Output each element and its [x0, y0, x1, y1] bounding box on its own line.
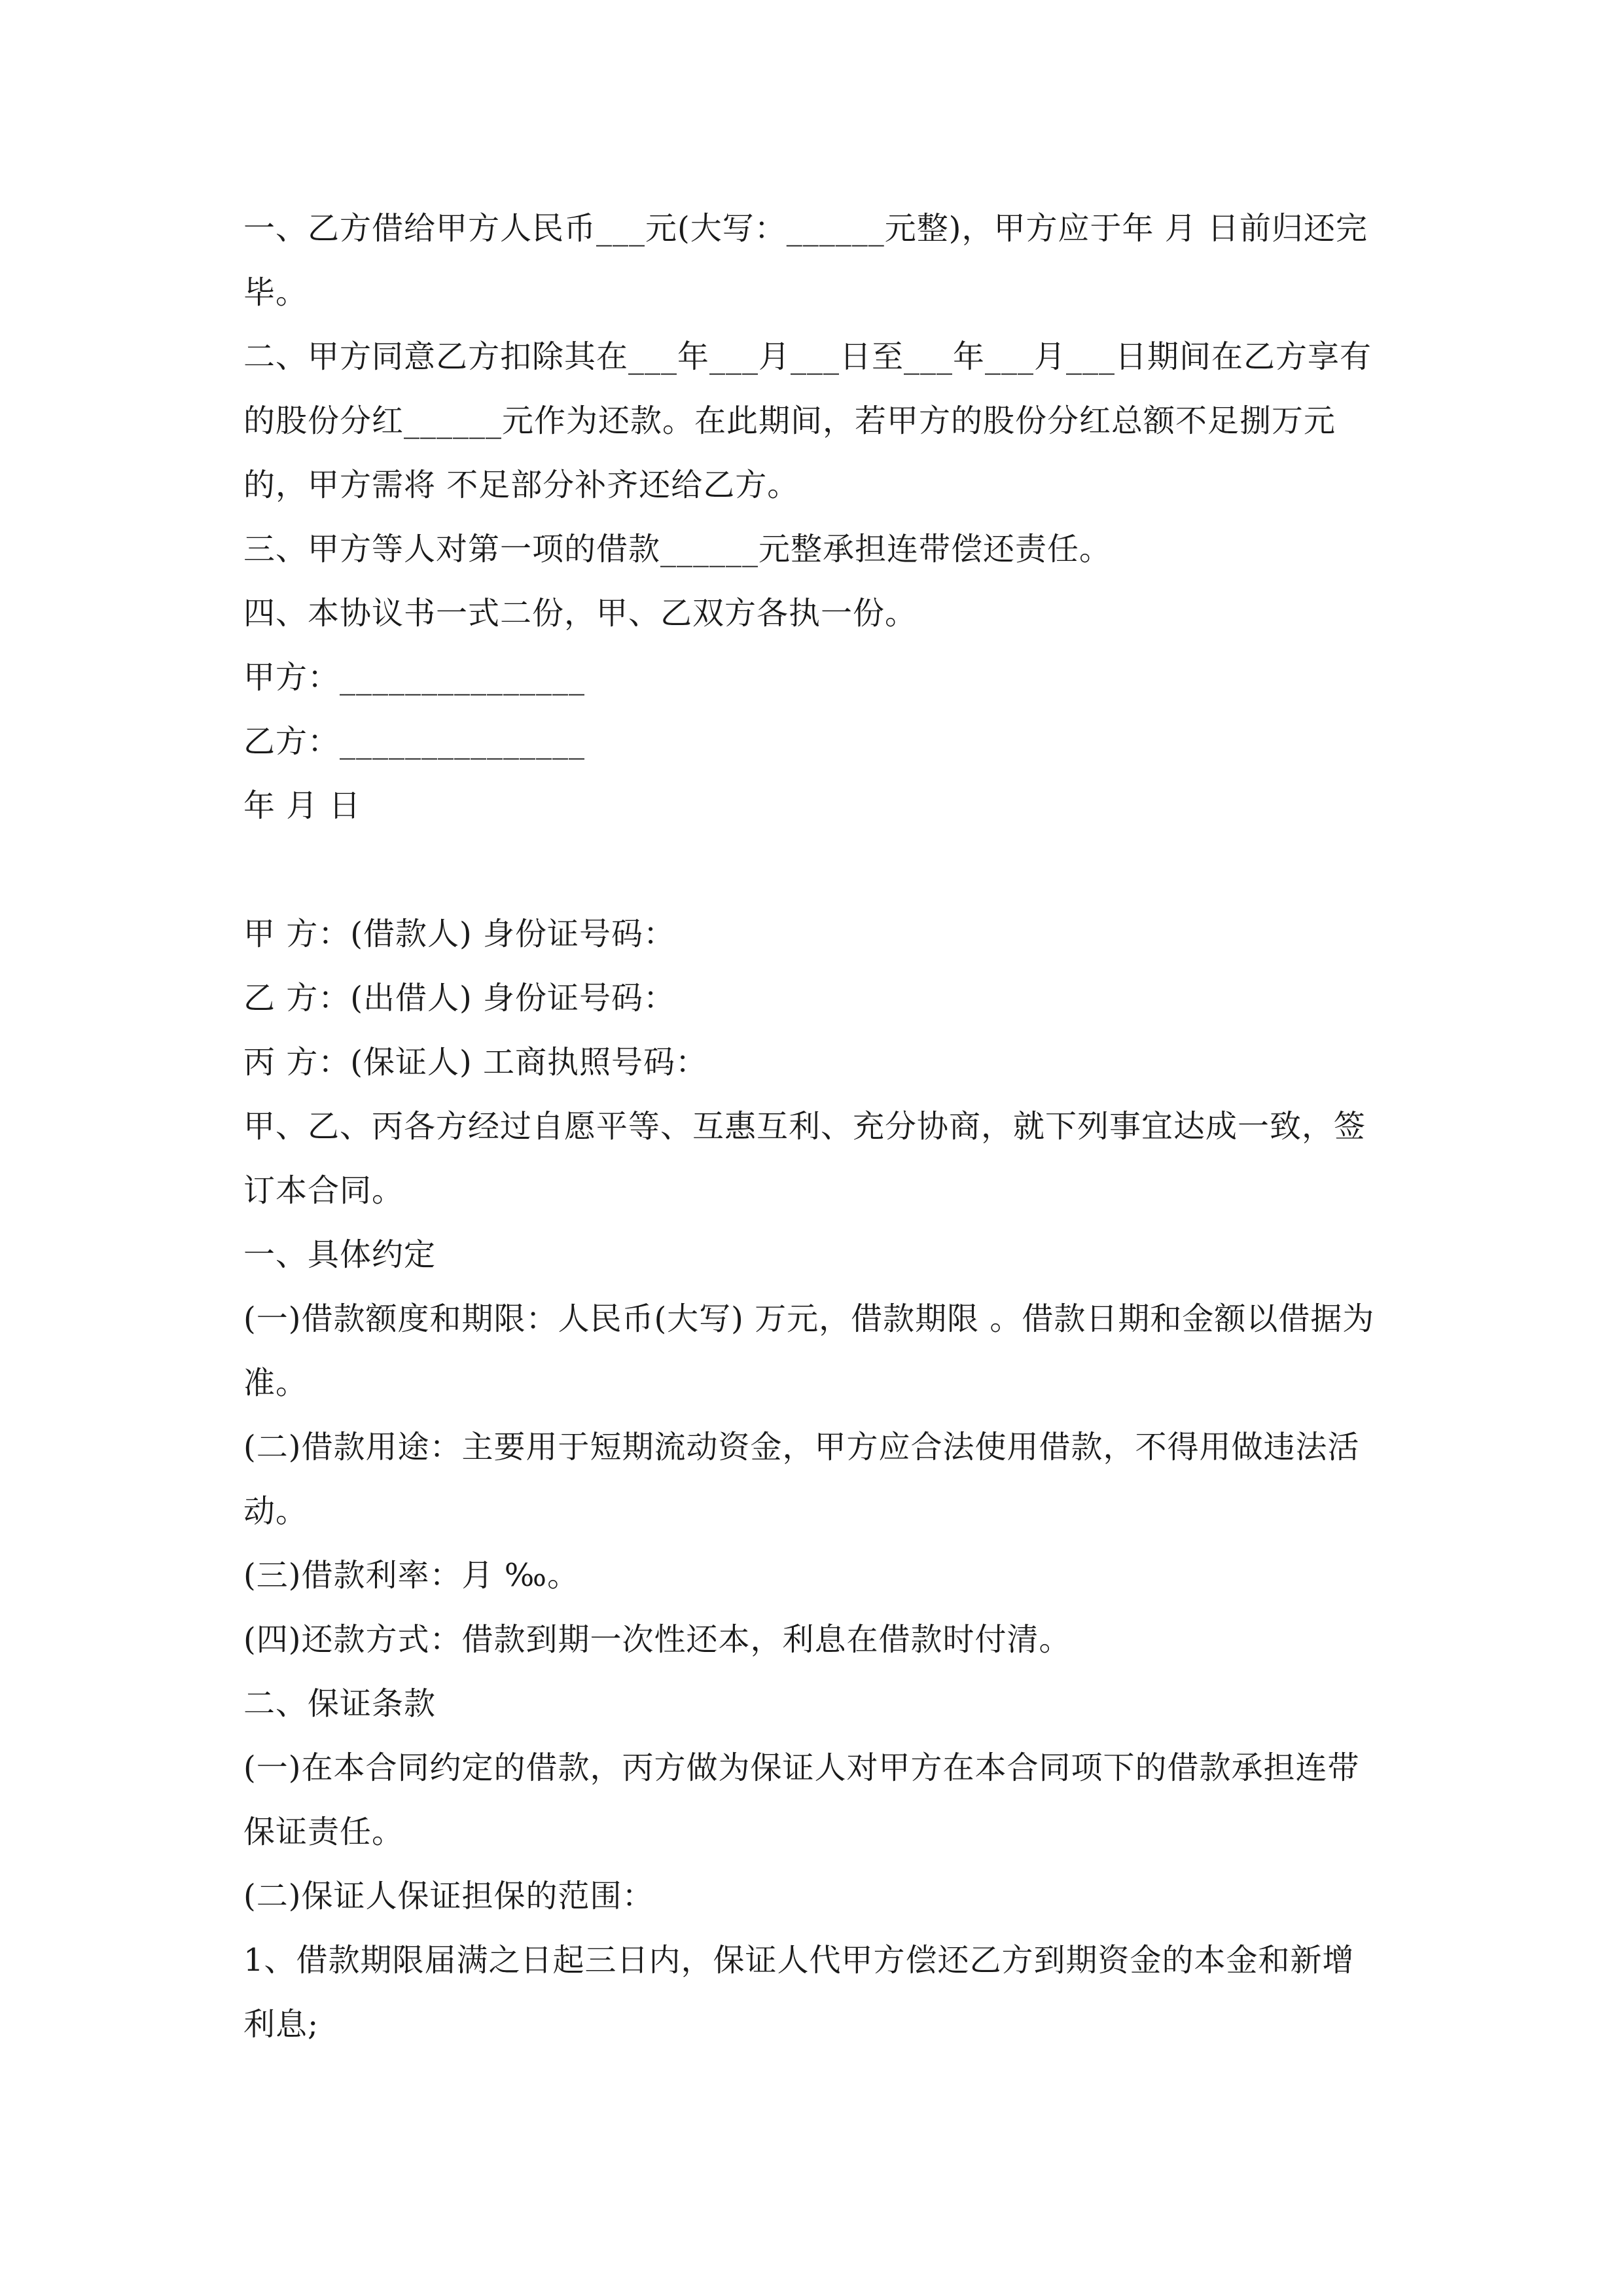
section-1-item-1: (一)借款额度和期限：人民币(大写) 万元，借款期限 。借款日期和金额以借据为准。: [243, 1300, 1375, 1401]
section-2-item-2-1: 1、借款期限届满之日起三日内，保证人代甲方偿还乙方到期资金的本金和新增利息;: [243, 1942, 1355, 2043]
section-1-item-4: (四)还款方式：借款到期一次性还本，利息在借款时付清。: [243, 1621, 1071, 1658]
party-c-line: 丙 方：(保证人) 工商执照号码：: [243, 1044, 707, 1081]
clause-2: 二、甲方同意乙方扣除其在___年___月___日至___年___月___日期间在乙方享有的股份分红______元作为还款。在此期间，若甲方的股份分红总额不足捌万元的，甲方需将 不足部分补齐还给乙方。: [243, 338, 1372, 503]
signature-party-a: 甲方：_______________: [243, 659, 586, 696]
section-2-item-2: (二)保证人保证担保的范围：: [243, 1878, 654, 1914]
section-1-item-3: (三)借款利率：月 ‰。: [243, 1557, 580, 1594]
clause-4: 四、本协议书一式二份，甲、乙双方各执一份。: [243, 595, 918, 632]
section-1-item-2: (二)借款用途：主要用于短期流动资金，甲方应合法使用借款，不得用做违法活动。: [243, 1429, 1360, 1530]
section-1-title: 一、具体约定: [243, 1236, 437, 1273]
document-body: [243, 196, 1382, 2056]
section-2-item-1: (一)在本合同约定的借款，丙方做为保证人对甲方在本合同项下的借款承担连带保证责任。: [243, 1749, 1360, 1850]
clause-1: 一、乙方借给甲方人民币___元(大写：______元整)，甲方应于年 月 日前归还完毕。: [243, 210, 1368, 311]
section-spacer: [243, 838, 1382, 902]
section-2-title: 二、保证条款: [243, 1685, 437, 1722]
party-b-line: 乙 方：(出借人) 身份证号码：: [243, 980, 675, 1016]
clause-3: 三、甲方等人对第一项的借款______元整承担连带偿还责任。: [243, 531, 1112, 567]
signature-party-b: 乙方：_______________: [243, 723, 586, 760]
contract-preamble: 甲、乙、丙各方经过自愿平等、互惠互利、充分协商，就下列事宜达成一致，签订本合同。: [243, 1108, 1366, 1209]
party-a-line: 甲 方：(借款人) 身份证号码：: [243, 916, 675, 952]
signature-date: 年 月 日: [243, 787, 361, 824]
